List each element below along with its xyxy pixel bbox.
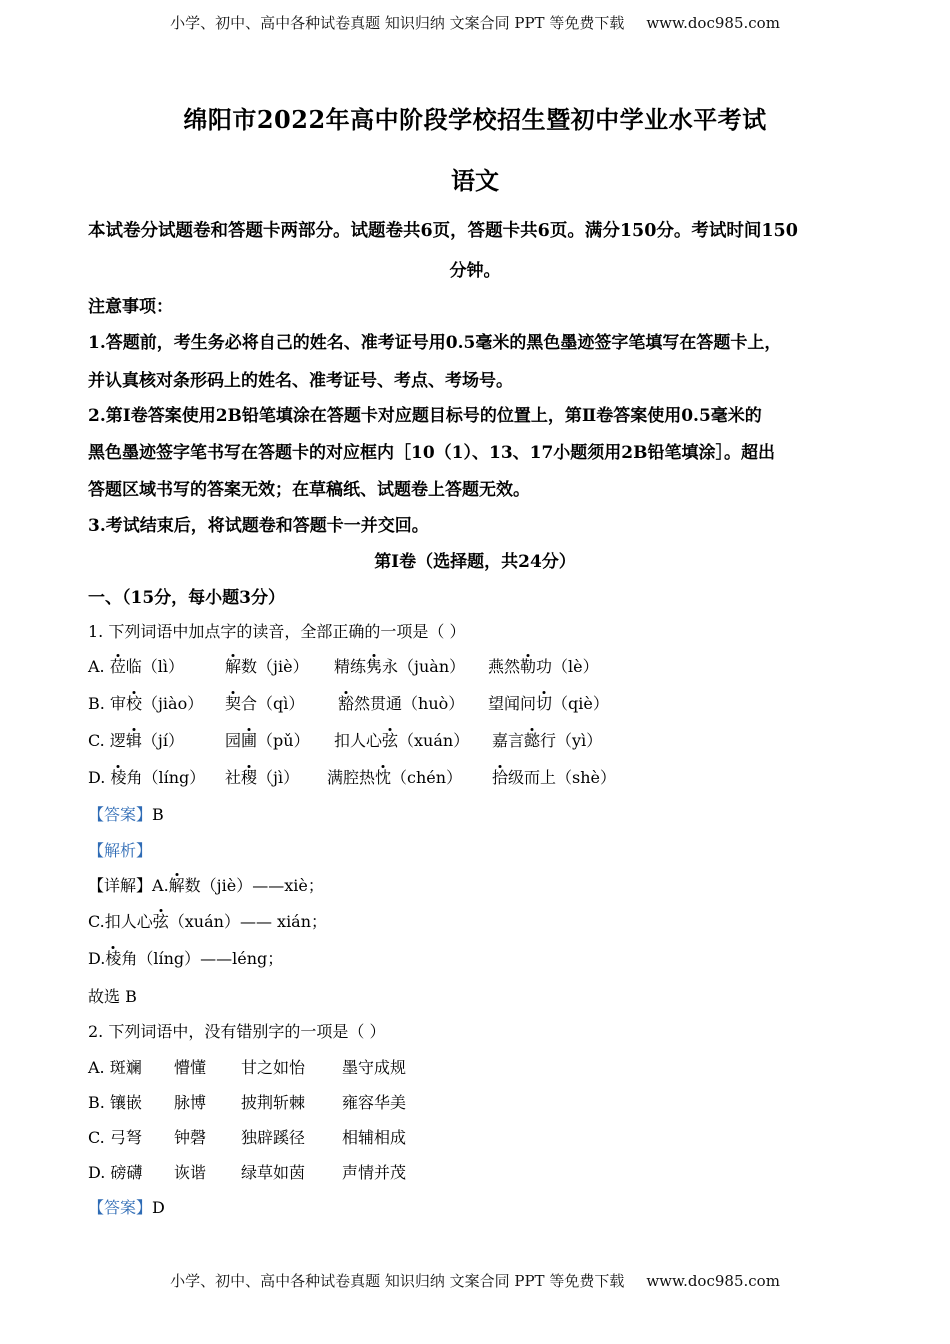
- q1-analysis-tag: 【解析】: [88, 841, 153, 860]
- notice-line-5: 答题区域书写的答案无效；在草稿纸、试题卷上答题无效。: [88, 480, 530, 500]
- notice-line-4: 黑色墨迹签字笔书写在答题卡的对应框内［10（1）、13、17小题须用2B铅笔填涂］。超出: [88, 443, 775, 463]
- q2-stem: 2. 下列词语中，没有错别字的一项是（ ）: [88, 1022, 386, 1041]
- answer-tag: 【答案】: [88, 1198, 153, 1217]
- notice-line-2: 并认真核对条形码上的姓名、准考证号、考点、考场号。: [88, 371, 513, 391]
- q1-detail-1: 【详解】A.解数（jiè）——xiè；: [88, 876, 324, 895]
- q1-detail-2: C.扣人心弦（xuán）—— xián；: [88, 912, 328, 931]
- exam-title: 绵阳市2022年高中阶段学校招生暨初中学业水平考试: [183, 105, 767, 134]
- page-footer: [0, 1270, 950, 1291]
- footer-site-link[interactable]: www.doc985.com: [646, 1272, 780, 1290]
- subject-title: 语文: [451, 166, 499, 195]
- q1-detail-3: D.棱角（líng）——léng；: [88, 949, 284, 968]
- q1-conclusion: 故选 B: [88, 987, 137, 1006]
- q1-answer: 【答案】B: [88, 805, 164, 824]
- notice-heading: 注意事项：: [88, 297, 173, 317]
- part1-heading: 第Ⅰ卷（选择题，共24分）: [374, 552, 576, 572]
- intro-line-1: 本试卷分试题卷和答题卡两部分。试题卷共6页，答题卡共6页。满分150分。考试时间150: [88, 221, 798, 241]
- q1-stem: 1. 下列词语中加点字的读音，全部正确的一项是（ ）: [88, 622, 466, 641]
- header-text: 小学、初中、高中各种试卷真题 知识归纳 文案合同 PPT 等免费下载: [170, 14, 625, 32]
- q2-answer: 【答案】D: [88, 1198, 165, 1217]
- notice-line-6: 3.考试结束后，将试题卷和答题卡一并交回。: [88, 516, 429, 536]
- header-site-link[interactable]: www.doc985.com: [646, 14, 780, 32]
- footer-text: 小学、初中、高中各种试卷真题 知识归纳 文案合同 PPT 等免费下载: [170, 1272, 625, 1290]
- answer-tag: 【答案】: [88, 805, 153, 824]
- notice-line-1: 1.答题前，考生务必将自己的姓名、准考证号用0.5毫米的黑色墨迹签字笔填写在答题卡上，: [88, 333, 782, 353]
- section1-heading: 一、（15分，每小题3分）: [88, 588, 285, 608]
- page-header: [0, 12, 950, 33]
- notice-line-3: 2.第Ⅰ卷答案使用2B铅笔填涂在答题卡对应题目标号的位置上，第Ⅱ卷答案使用0.5毫米的: [88, 406, 762, 426]
- intro-line-2: 分钟。: [449, 261, 501, 281]
